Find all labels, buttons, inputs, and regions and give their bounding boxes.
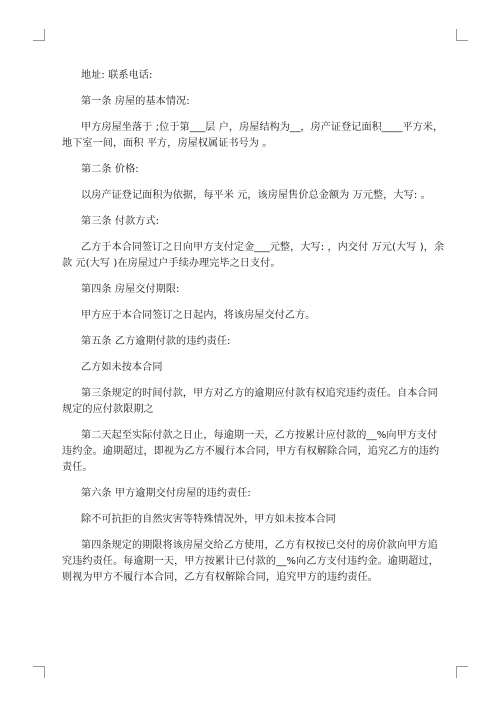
article-6-body-part1: 除不可抗拒的自然灾害等特殊情况外，甲方如未按本合同 bbox=[81, 514, 336, 525]
crop-mark-bottom-left bbox=[33, 666, 45, 678]
article-2-body: 以房产证登记面积为依据，每平米 元，该房屋售价总金额为 万元整，大写: 。 bbox=[81, 190, 431, 201]
document-body bbox=[62, 68, 447, 596]
article-4-heading: 第四条 房屋交付期限: bbox=[81, 284, 180, 295]
article-5-body-part2: 第三条规定的时间付款，甲方对乙方的逾期应付款有权追究违约责任。自本合同规定的应付款限期之 bbox=[62, 388, 438, 415]
article-5-body-part3: 第二天起至实际付款之日止，每逾期一天，乙方按累计应付款的__%向甲方支付违约金。逾期超过，即视为乙方不履行本合同，甲方有权解除合同，追究乙方的违约责任。 bbox=[62, 430, 440, 473]
article-3-body: 乙方于本合同签订之日向甲方支付定金___元整，大写: ，内交付 万元(大写 )，余款 元(大写 )在房屋过户手续办理完毕之日支付。 bbox=[62, 242, 445, 269]
crop-mark-bottom-right bbox=[456, 666, 468, 678]
article-4-body: 甲方应于本合同签订之日起内，将该房屋交付乙方。 bbox=[81, 310, 316, 321]
crop-mark-top-right bbox=[456, 29, 468, 41]
article-6-body-part2: 第四条规定的期限将该房屋交给乙方使用，乙方有权按已交付的房价款向甲方追究违约责任。每逾期一天，甲方按累计已付款的__%向乙方支付违约金。逾期超过，则视为甲方不履行本合同，乙方有权解除合同，追究甲方的违约责任。 bbox=[62, 540, 439, 583]
article-1-heading: 第一条 房屋的基本情况: bbox=[81, 96, 190, 107]
paragraph-contact: 地址: 联系电话: bbox=[81, 70, 153, 81]
article-5-heading: 第五条 乙方逾期付款的违约责任: bbox=[81, 336, 231, 347]
article-3-heading: 第三条 付款方式: bbox=[81, 216, 160, 227]
crop-mark-top-left bbox=[33, 29, 45, 41]
article-6-heading: 第六条 甲方逾期交付房屋的违约责任: bbox=[81, 488, 251, 499]
article-2-heading: 第二条 价格: bbox=[81, 164, 139, 175]
article-5-body-part1: 乙方如未按本合同 bbox=[81, 362, 163, 373]
article-1-body: 甲方房屋坐落于 ;位于第___层 户，房屋结构为__，房产证登记面积____平方米，地下室一间，面积 平方，房屋权属证书号为 。 bbox=[62, 122, 444, 149]
